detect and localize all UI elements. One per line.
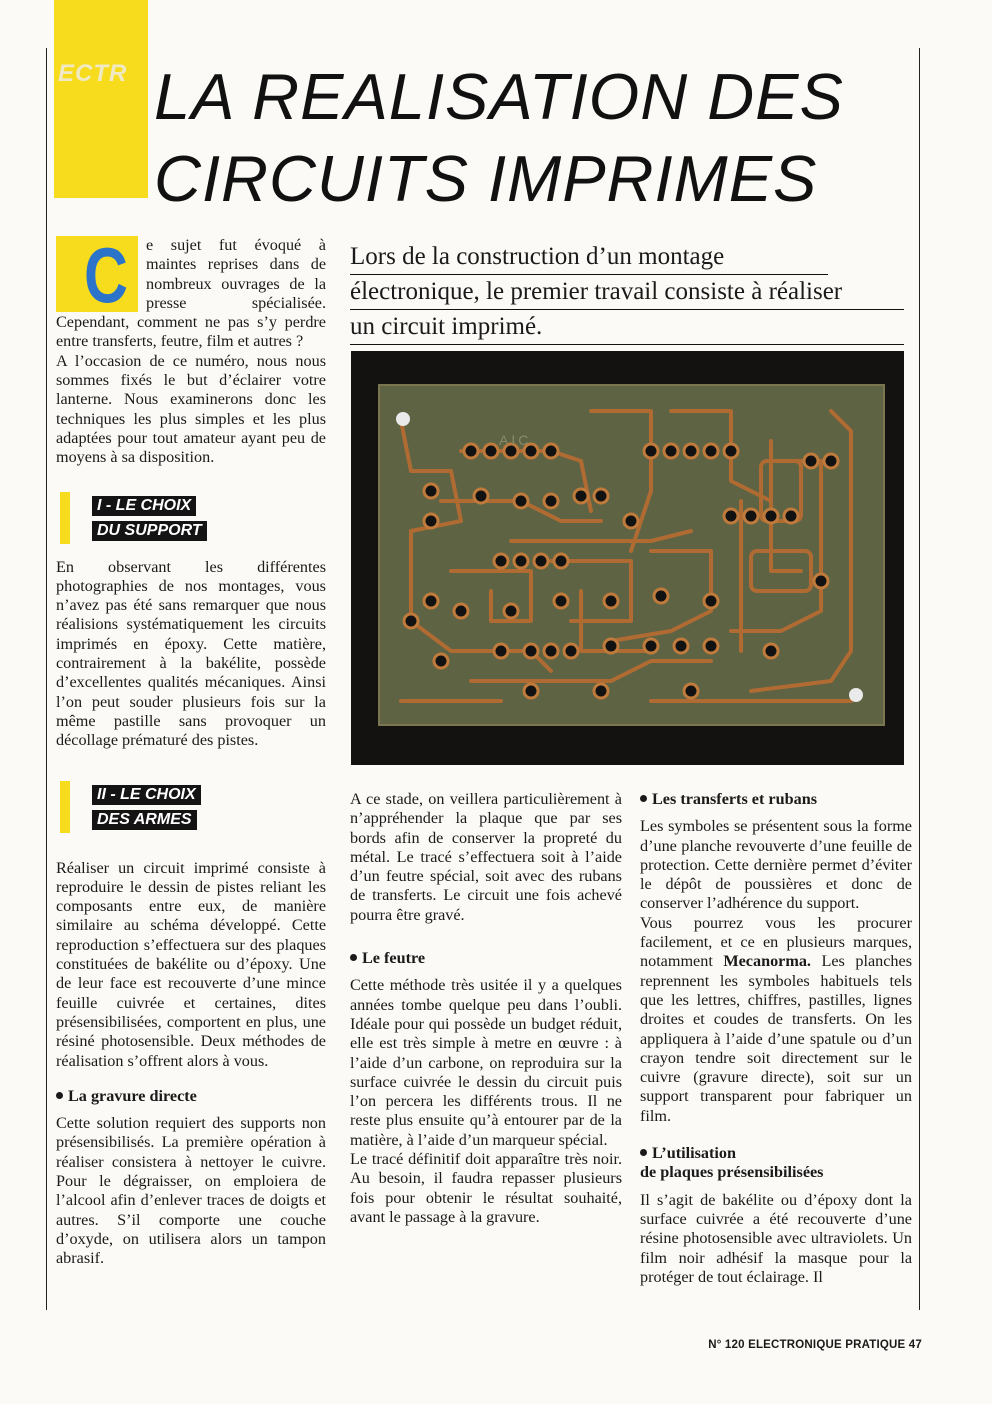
gravure-paragraph: Cette solution requiert des supports non présensibilisés. La première opération à réaliser consistera à nettoyer le cuivre. Pour le dégraisser, on emploiera de l’alcool afin d’enlever traces de doigts et autres. S’il comporte une couche d’oxyde, on utilisera alors un tampon abrasif. bbox=[56, 1114, 326, 1268]
page-footer: N° 120 ELECTRONIQUE PRATIQUE 47 bbox=[708, 1339, 922, 1351]
subheading-presensibilisees: L’utilisation de plaques présensibilisées bbox=[640, 1144, 824, 1182]
pcb-silkscreen-label: AIC bbox=[499, 432, 532, 448]
bullet-icon bbox=[350, 954, 357, 961]
right-margin-rule bbox=[919, 48, 920, 1310]
transferts-paragraph: Les symboles se présentent sous la forme d’une planche revouverte d’une feuille de protection. Cette dernière permet d’éviter le dépôt de poussières et donc de conserver l’adhérence du support. bbox=[640, 817, 912, 913]
pcb-illustration bbox=[351, 351, 904, 765]
pcb-photo bbox=[351, 351, 904, 765]
section-heading-line1: II - LE CHOIX bbox=[92, 785, 201, 805]
transferts-paragraph-2: Vous pourrez vous les procurer facilement, et ce en plusieurs marques, notamment Mecanorma. Les planches reprennent les symboles habituels tels que les lettres, chiffres, pastilles, lignes droites et coudes de transferts. On les appliquera à l’aide d’une spatule ou d’un crayon tendre soit directement sur le cuivre (gravure directe), soit sur un support transparent pour fabriquer un film. bbox=[640, 913, 912, 1125]
subheading-transferts: Les transferts et rubans bbox=[640, 790, 912, 809]
bullet-icon bbox=[56, 1092, 63, 1099]
lead-line: électronique, le premier travail consiste à réaliser bbox=[350, 275, 904, 310]
section-heading-line1: I - LE CHOIX bbox=[92, 496, 196, 516]
lead-line: Lors de la construction d’un montage bbox=[350, 240, 828, 275]
feutre-paragraph: Cette méthode très usitée il y a quelques années tombe quelque peu dans l’oubli. Idéale pour qui possède un budget réduit, elle est très simple à metre en œuvre : à l’aide d’un carbone, on reproduira sur la surface cuivrée le dessin du circuit puis l’on percera les différents trous. Il ne reste plus ensuite qu’à entourer par de la matière, à l’aide d’un marqueur spécial. bbox=[350, 976, 622, 1149]
armes-paragraph: Réaliser un circuit imprimé consiste à reproduire le dessin de pistes reliant les composants entre eux, de manière similaire au schéma développé. Cette reproduction s’effectuera sur des plaques constituées de bakélite ou d’époxy. Une de leur face est recouverte d’une mince feuille cuivrée et certaines, dites présensibilisées, comportent en plus, une résiné photosensible. Deux méthodes de réalisation s’offrent alors à vous. bbox=[56, 858, 326, 1070]
lead-paragraph bbox=[350, 240, 904, 345]
subheading-feutre: Le feutre bbox=[350, 949, 622, 968]
drop-cap: C bbox=[84, 231, 128, 319]
section-marker bbox=[60, 781, 70, 833]
support-paragraph: En observant les différentes photographies de nos montages, vous n’avez pas été sans remarquer que nous réalisions systématiquement les circuits imprimés en époxy. Cette matière, contrairement à la bakélite, possède d’excellentes qualités mécaniques. Ainsi l’on peut souder plusieurs fois sur la même pastille sans provoquer un décollage prématuré des pistes. bbox=[56, 557, 326, 750]
header-yellow-band bbox=[54, 0, 148, 198]
drop-cap-box bbox=[56, 231, 138, 319]
column-left bbox=[56, 231, 326, 1268]
subheading-gravure-directe: La gravure directe bbox=[56, 1087, 326, 1106]
presensibilisees-paragraph: Il s’agit de bakélite ou d’époxy dont la surface cuivrée a été recouverte d’une résine photosensible avec ultraviolets. Un film noir adhésif la masque pour la protéger de tout éclairage. Il bbox=[640, 1190, 912, 1286]
intro-paragraph: e sujet fut évoqué à maintes reprises dans de nombreux ouvrages de la presse spécialisée. Cependant, comment ne pas s’y perdre entre transferts, feutre, film et autres ? bbox=[56, 236, 326, 351]
article-title: LA REALISATION DES CIRCUITS IMPRIMES bbox=[154, 60, 844, 215]
brand-name: Mecanorma. bbox=[723, 952, 811, 971]
section-heading-armes bbox=[56, 781, 326, 833]
bullet-icon bbox=[640, 795, 647, 802]
section-marker bbox=[60, 492, 70, 544]
bullet-icon bbox=[640, 1149, 647, 1156]
intro-paragraph-2: A l’occasion de ce numéro, nous nous sommes fixés le but d’éclairer votre lanterne. Nous examinerons donc les techniques les plus simples et les plus adaptées pour tout amateur ayant peu de moyens à sa disposition. bbox=[56, 351, 326, 467]
column-right bbox=[640, 786, 912, 1287]
faded-header-text: ECTR bbox=[58, 60, 128, 87]
section-heading-line2: DES ARMES bbox=[92, 810, 197, 830]
section-heading-support bbox=[56, 492, 326, 544]
lead-line: un circuit imprimé. bbox=[350, 310, 904, 345]
handling-paragraph: A ce stade, on veillera particulièrement à n’appréhender la plaque que par ses bords afin de conserver la propreté du métal. Le tracé s’effectuera soit à l’aide d’un feutre spécial, soit avec des rubans de transferts. Le circuit une fois achevé pourra être gravé. bbox=[350, 790, 622, 924]
column-middle bbox=[350, 790, 622, 1227]
left-margin-rule bbox=[46, 48, 47, 1310]
feutre-paragraph-2: Le tracé définitif doit apparaître très noir. Au besoin, il faudra repasser plusieurs fois pour obtenir le résultat souhaité, avant le passage à la gravure. bbox=[350, 1150, 622, 1226]
section-heading-line2: DU SUPPORT bbox=[92, 521, 207, 541]
